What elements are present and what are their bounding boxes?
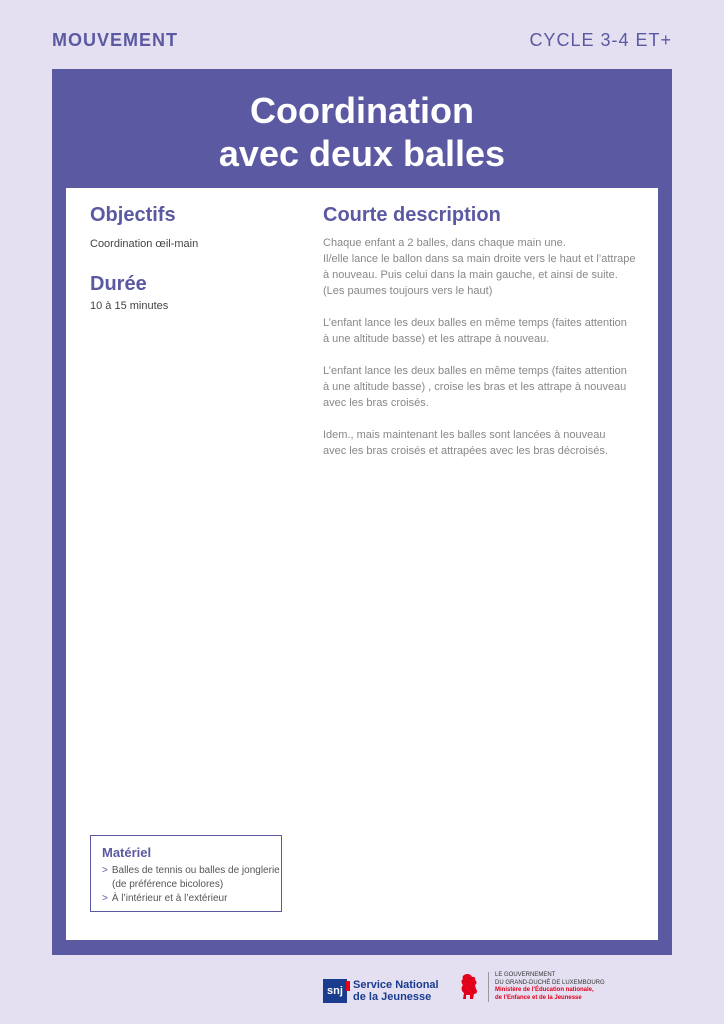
description-heading: Courte description — [323, 204, 501, 226]
materiel-box — [90, 835, 282, 912]
snj-line: Service National — [353, 979, 439, 991]
description-line: (Les paumes toujours vers le haut) — [323, 285, 493, 297]
duree-text: 10 à 15 minutes — [90, 300, 169, 312]
gov-line: Ministère de l’Éducation nationale, — [495, 987, 594, 993]
description-line: Il/elle lance le ballon dans sa main droite vers le haut et l’attrape — [323, 253, 636, 265]
materiel-heading: Matériel — [102, 845, 152, 860]
duree-heading: Durée — [90, 273, 147, 295]
title-line-1: Coordination — [250, 90, 474, 131]
activity-card — [52, 69, 672, 955]
materiel-list — [102, 864, 281, 906]
description-line: à une altitude basse) et les attrape à nouveau. — [323, 333, 550, 345]
objectifs-heading: Objectifs — [90, 204, 176, 226]
list-item — [102, 864, 281, 892]
description-paragraph — [323, 427, 643, 459]
page-title — [52, 89, 672, 175]
description-line: Chaque enfant a 2 balles, dans chaque main une. — [323, 237, 566, 249]
gov-line: DU GRAND-DUCHÉ DE LUXEMBOURG — [495, 979, 605, 986]
content-panel — [66, 188, 658, 940]
snj-name — [353, 979, 439, 1003]
description-body — [323, 235, 643, 475]
lion-icon — [458, 972, 480, 1002]
government-logo — [458, 972, 605, 1002]
description-paragraph — [323, 235, 643, 299]
government-text — [488, 972, 605, 1002]
description-line: avec les bras croisés. — [323, 397, 429, 409]
snj-logo — [323, 978, 439, 1004]
description-line: L’enfant lance les deux balles en même temps (faites attention — [323, 317, 627, 329]
materiel-item-text: Balles de tennis ou balles de jonglerie (de préférence bicolores) — [111, 865, 280, 890]
objectifs-text: Coordination œil-main — [90, 238, 199, 250]
snj-mark: snj — [323, 979, 347, 1003]
level-label: CYCLE 3-4 ET+ — [529, 30, 672, 50]
snj-line: de la Jeunesse — [353, 991, 432, 1003]
description-line: L’enfant lance les deux balles en même temps (faites attention — [323, 365, 627, 377]
chevron-right-icon: > — [102, 865, 108, 876]
description-line: à nouveau. Puis celui dans la main gauche, et ainsi de suite. — [323, 269, 618, 281]
description-line: à une altitude basse) , croise les bras et les attrape à nouveau — [323, 381, 627, 393]
title-line-2: avec deux balles — [218, 133, 506, 174]
materiel-item-text: À l’intérieur et à l’extérieur — [111, 893, 228, 904]
category-label: MOUVEMENT — [52, 30, 178, 50]
description-paragraph — [323, 363, 643, 411]
description-line: avec les bras croisés et attrapées avec les bras décroisés. — [323, 445, 608, 457]
chevron-right-icon: > — [102, 893, 108, 904]
gov-line: LE GOUVERNEMENT — [495, 972, 556, 978]
list-item — [102, 892, 281, 906]
description-line: Idem., mais maintenant les balles sont lancées à nouveau — [323, 429, 606, 441]
gov-line: de l’Enfance et de la Jeunesse — [495, 994, 582, 1001]
description-paragraph — [323, 315, 643, 347]
